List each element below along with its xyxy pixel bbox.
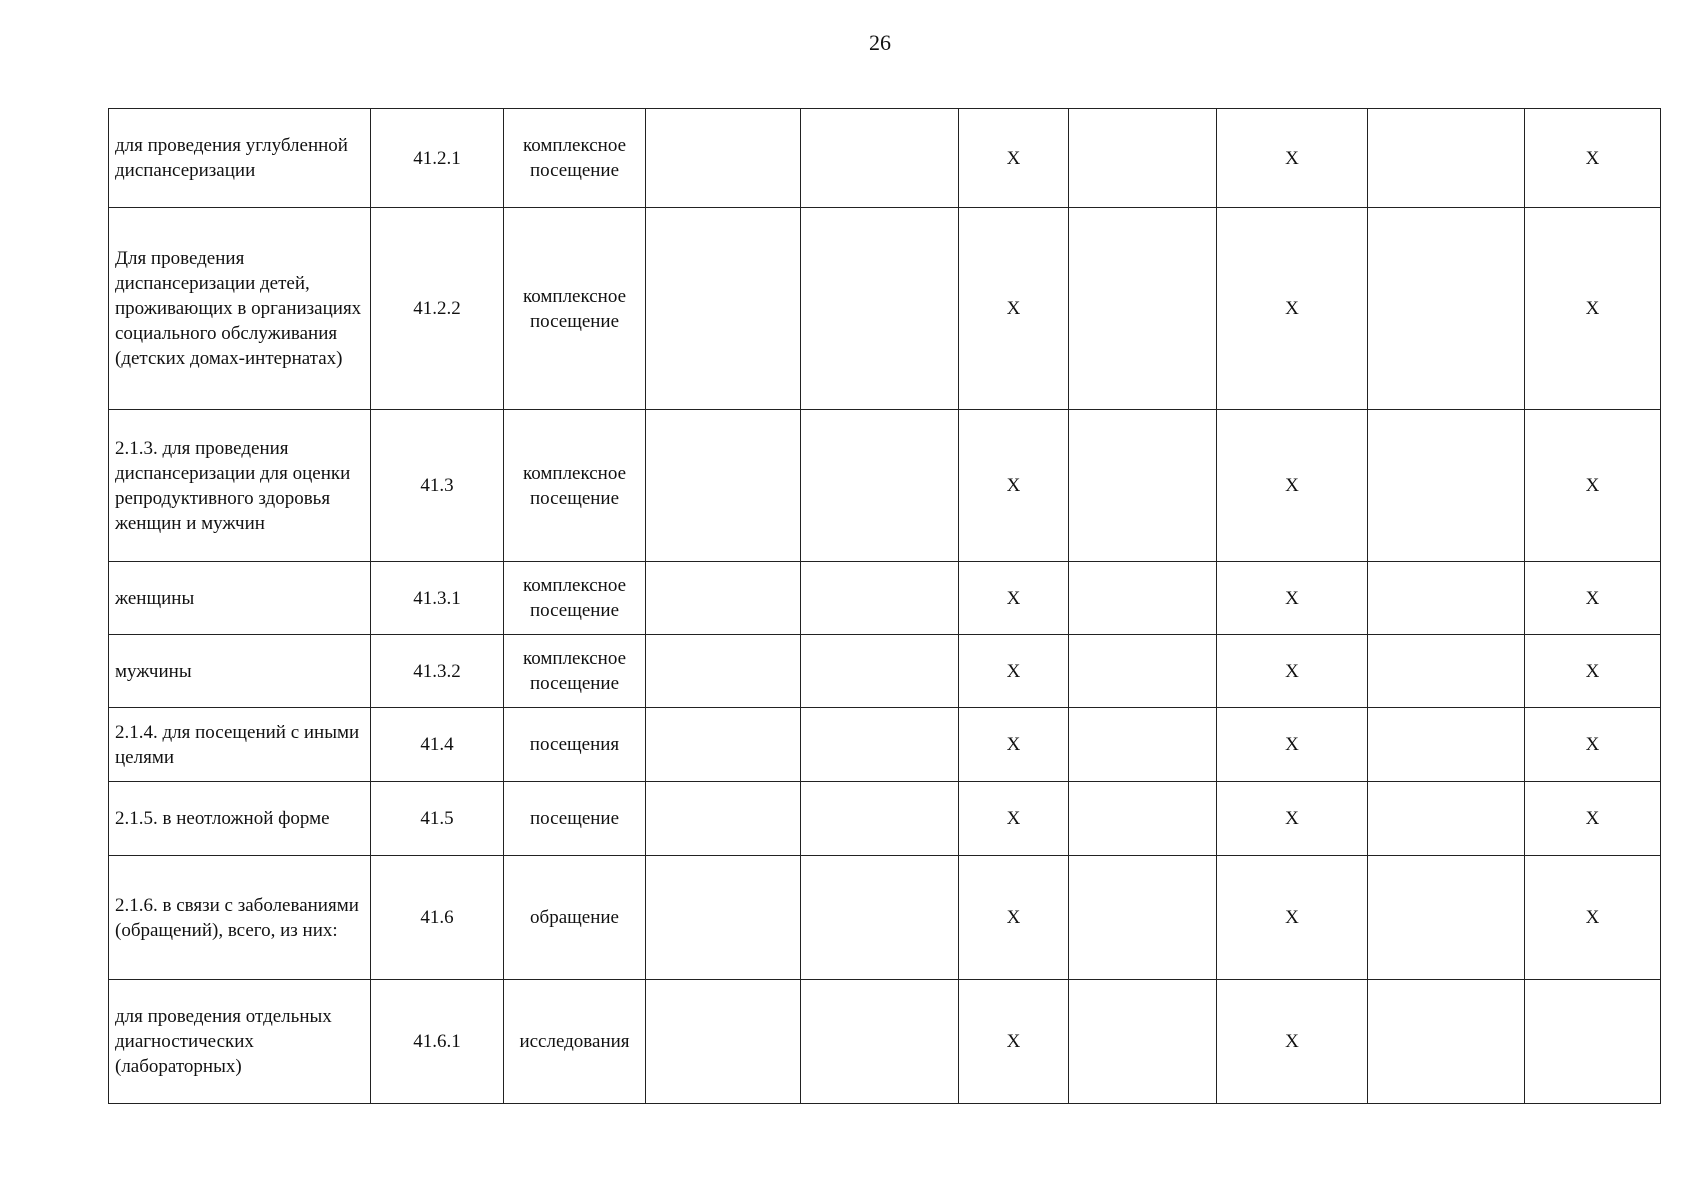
empty-cell [801,562,959,635]
empty-cell [801,410,959,562]
x-mark-cell: X [1525,208,1661,410]
row-unit-cell: исследования [504,980,646,1104]
x-mark-cell: X [1525,109,1661,208]
x-mark-cell: X [1217,208,1368,410]
row-code-cell: 41.5 [371,782,504,856]
row-name-cell: для проведения углубленной диспансеризации [109,109,371,208]
x-mark-cell: X [1217,782,1368,856]
x-mark-cell: X [1217,109,1368,208]
table-row [109,635,1661,708]
empty-cell [646,856,801,980]
row-code-cell: 41.2.2 [371,208,504,410]
table-row [109,562,1661,635]
empty-cell [646,980,801,1104]
empty-cell [1069,562,1217,635]
row-code-cell: 41.6 [371,856,504,980]
x-mark-cell [1525,980,1661,1104]
empty-cell [1368,782,1525,856]
x-mark-cell: X [959,856,1069,980]
x-mark-cell: X [1525,856,1661,980]
row-name-cell: женщины [109,562,371,635]
empty-cell [801,980,959,1104]
row-name-cell: Для проведения диспансеризации детей, проживающих в организациях социального обслуживания (детских домах-интернатах) [109,208,371,410]
row-code-cell: 41.2.1 [371,109,504,208]
row-unit-cell: посещение [504,782,646,856]
row-code-cell: 41.3.1 [371,562,504,635]
row-code-cell: 41.6.1 [371,980,504,1104]
services-table [108,108,1661,1104]
x-mark-cell: X [959,109,1069,208]
table-row [109,708,1661,782]
x-mark-cell: X [1525,562,1661,635]
empty-cell [1069,109,1217,208]
x-mark-cell: X [1217,980,1368,1104]
empty-cell [1368,708,1525,782]
row-name-cell: мужчины [109,635,371,708]
empty-cell [801,708,959,782]
empty-cell [646,635,801,708]
empty-cell [801,109,959,208]
row-code-cell: 41.4 [371,708,504,782]
x-mark-cell: X [959,410,1069,562]
empty-cell [1368,980,1525,1104]
x-mark-cell: X [959,708,1069,782]
empty-cell [1069,410,1217,562]
empty-cell [1069,208,1217,410]
table-row [109,980,1661,1104]
empty-cell [1069,782,1217,856]
row-unit-cell: комплексное посещение [504,562,646,635]
row-code-cell: 41.3 [371,410,504,562]
empty-cell [801,856,959,980]
empty-cell [646,109,801,208]
row-name-cell: 2.1.4. для посещений с иными целями [109,708,371,782]
row-name-cell: для проведения отдельных диагностических (лабораторных) [109,980,371,1104]
row-name-cell: 2.1.6. в связи с заболеваниями (обращений), всего, из них: [109,856,371,980]
row-code-cell: 41.3.2 [371,635,504,708]
empty-cell [646,782,801,856]
empty-cell [646,562,801,635]
empty-cell [1368,410,1525,562]
table-row [109,109,1661,208]
empty-cell [1368,635,1525,708]
row-unit-cell: комплексное посещение [504,635,646,708]
x-mark-cell: X [959,980,1069,1104]
empty-cell [646,208,801,410]
row-unit-cell: посещения [504,708,646,782]
x-mark-cell: X [1525,635,1661,708]
row-name-cell: 2.1.5. в неотложной форме [109,782,371,856]
table-row [109,782,1661,856]
row-name-cell: 2.1.3. для проведения диспансеризации для оценки репродуктивного здоровья женщин и мужчин [109,410,371,562]
table-row [109,410,1661,562]
empty-cell [1368,562,1525,635]
empty-cell [1069,635,1217,708]
x-mark-cell: X [1217,856,1368,980]
x-mark-cell: X [1217,635,1368,708]
x-mark-cell: X [1217,410,1368,562]
empty-cell [1368,109,1525,208]
x-mark-cell: X [959,208,1069,410]
page-number: 26 [869,30,891,55]
x-mark-cell: X [959,562,1069,635]
x-mark-cell: X [1525,782,1661,856]
empty-cell [646,410,801,562]
empty-cell [646,708,801,782]
empty-cell [1069,856,1217,980]
row-unit-cell: комплексное посещение [504,410,646,562]
empty-cell [1069,708,1217,782]
empty-cell [1368,856,1525,980]
x-mark-cell: X [1217,708,1368,782]
x-mark-cell: X [1217,562,1368,635]
row-unit-cell: комплексное посещение [504,208,646,410]
table-row [109,208,1661,410]
table-row [109,856,1661,980]
x-mark-cell: X [959,782,1069,856]
row-unit-cell: обращение [504,856,646,980]
empty-cell [801,208,959,410]
row-unit-cell: комплексное посещение [504,109,646,208]
empty-cell [801,782,959,856]
x-mark-cell: X [959,635,1069,708]
x-mark-cell: X [1525,708,1661,782]
empty-cell [1368,208,1525,410]
x-mark-cell: X [1525,410,1661,562]
empty-cell [1069,980,1217,1104]
empty-cell [801,635,959,708]
